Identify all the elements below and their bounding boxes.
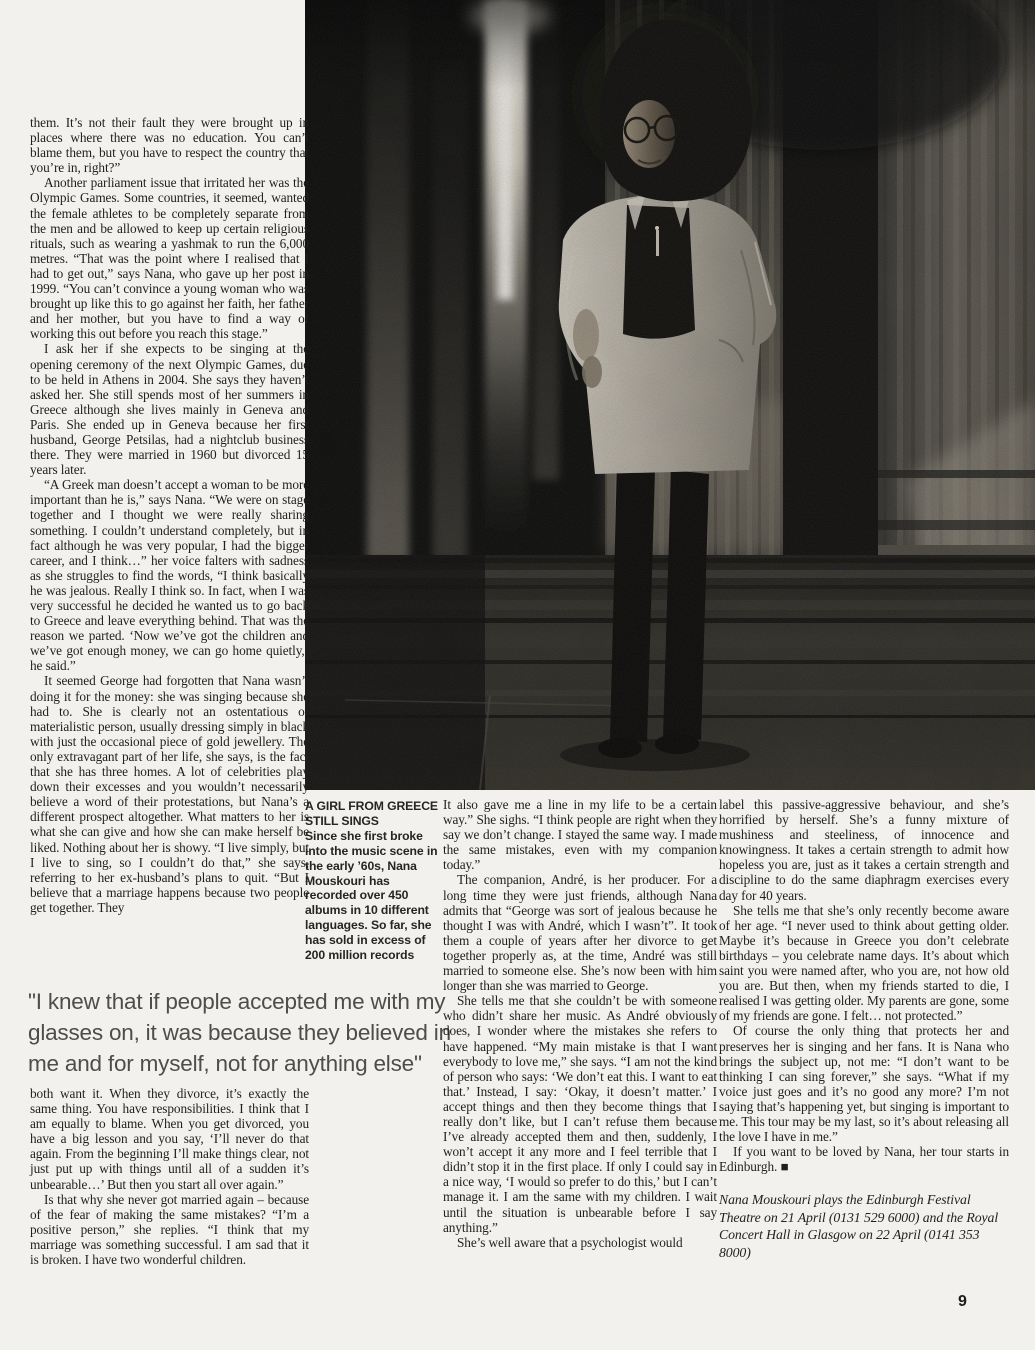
article-paragraph: Is that why she never got married again – because of the fear of making the same mistakes? “I’m a positive person,” she replies. “I think that my marriage was something successful. I am sad that it is broken. I have two wonderful children. — [30, 1191, 309, 1268]
article-paragraph: It also gave me a line in my life to be a certain way.” She sighs. “I think people are right when they say we don’t change. I stayed the same way. I made the same mistakes, even with my companion today.” — [443, 797, 717, 873]
article-paragraph: The companion, André, is her producer. For a long time they were just friends, although Nana admits that “George was sort of jealous because he thought I was with André, which I wasn’t”. It took them a couple of years after her divorce to get together properly as, at the time, André was still married to someone else. She’s now been with him longer than she was married to George. — [443, 872, 717, 994]
photo-illustration — [305, 0, 1035, 790]
article-column-2 — [443, 797, 717, 1250]
article-paragraph: label this passive-aggressive behaviour, and she’s horrified by herself. She’s a funny mixture of mushiness and steeliness, of innocence and knowingness. It takes a certain strength to admit how hopeless you are, just as it takes a certain strength and discipline to do the same diaphragm exercises every day for 40 years. — [719, 797, 1009, 903]
article-column-3-paragraphs — [719, 797, 1009, 1174]
article-paragraph: both want it. When they divorce, it’s exactly the same thing. You have responsibilities. I think that I am equally to blame. When you get divorced, you have a big lesson and you say, ‘I’ll never do that again. From the beginning I’ll make things clear, not just put up with things until all of a sudden it’s unbearable…’ But then you start all over again.” — [30, 1086, 309, 1192]
nana-mouskouri-photo — [305, 0, 1035, 790]
pull-quote: "I knew that if people accepted me with my glasses on, it was because they believed in me and for myself, not for anything else" — [28, 989, 451, 1076]
article-paragraph: I ask her if she expects to be singing at the opening ceremony of the next Olympic Games, due to be held in Athens in 2004. She says they haven’t asked her. She still spends most of her summers in Greece although she lives mainly in Geneva and Paris. She ended up in Geneva because her first husband, George Petsilas, had a nightclub business there. They were married in 1960 but divorced 15 years later. — [30, 341, 309, 478]
article-column-1-top — [30, 115, 309, 915]
photo-caption-body: Since she first broke into the music scene in the early ’60s, Nana Mouskouri has recorded over 450 albums in 10 different languages. So far, she has sold in excess of 200 million records — [305, 828, 438, 963]
article-paragraph: Another parliament issue that irritated her was the Olympic Games. Some countries, it seemed, wanted the female athletes to be completely separate from the men and be allowed to keep up certain religious rituals, such as wearing a yashmak to run the 6,000 metres. “That was the point where I realised that I had to get out,” says Nana, who gave up her post in 1999. “You can’t convince a young woman who was brought up like this to go against her faith, her father and her mother, but you have to find a way of working this out before you reach this stage.” — [30, 175, 309, 342]
article-paragraph: She tells me that she’s only recently become aware of her age. “I never used to think about getting older. Maybe it’s because in Greece you don’t celebrate birthdays – you celebrate name days. It’s about which saint you were named after, who you are, not how old you are. But then, when my friends started to die, I realised I was getting older. My parents are gone, some of my friends are gone. I felt… not protected.” — [719, 902, 1009, 1024]
tour-credit: Nana Mouskouri plays the Edinburgh Festival Theatre on 21 April (0131 529 6000) and the Royal Concert Hall in Glasgow on 22 April (0141 353 8000) — [719, 1192, 999, 1260]
article-paragraph: She’s well aware that a psychologist would — [457, 1234, 683, 1250]
article-column-1-bottom — [30, 1086, 309, 1267]
article-paragraph: them. It’s not their fault they were brought up in places where there was no education. You can’t blame them, but you have to respect the country that you’re in, right?” — [30, 115, 309, 176]
article-paragraph: If you want to be loved by Nana, her tour starts in Edinburgh. ■ — [719, 1144, 1009, 1175]
page-number: 9 — [958, 1293, 967, 1310]
photo-caption — [305, 799, 442, 963]
photo-caption-title: A GIRL FROM GREECE STILL SINGS — [305, 799, 438, 828]
article-paragraph: “A Greek man doesn’t accept a woman to be more important than he is,” says Nana. “We were on stage together and I thought we were really sharing something. I couldn’t understand completely, but in fact although he was very popular, I had the bigger career, and I think…” her voice falters with sadness as she struggles to find the words, “I think basically he was jealous. Really I think so. In fact, when I was very successful he decided he wanted us to go back to Greece and leave everything behind. That was the reason we parted. ‘Now we’ve got the children and we’ve got enough money, we can go home quietly,’ he said.” — [30, 477, 309, 674]
article-paragraph: She tells me that she couldn’t be with someone who didn’t share her music. As André obviously does, I wonder where the mistakes she refers to have happened. “My main mistake is that I want everybody to love me,” she says. “I am not the kind of person who says: ‘We don’t eat this. I want to eat that.’ Instead, I say: ‘Okay, it doesn’t matter.’ I accept things and then they become things that I really don’t like, but I can’t refuse them because I’ve already accepted them and then, suddenly, I won’t accept it any more and I feel terrible that I didn’t stop it in the first place. If only I could say in a nice way, ‘I would so prefer to do this,’ but I can’t manage it. I am the same with my children. I wait until the situation is unbearable before I say anything.” — [443, 993, 717, 1235]
article-column-3 — [719, 797, 1009, 1261]
article-paragraph: It seemed George had forgotten that Nana wasn’t doing it for the money: she was singing because she had to. She is clearly not an ostentatious or materialistic person, usually dressing simply in black with just the occasional piece of gold jewellery. The only extravagant part of her life, she says, is the fact that she has three homes. A lot of celebrities play down their excesses and you wouldn’t necessarily believe a word of their protestations, but Nana’s a different prospect altogether. What matters to her is what she can give and how she can make herself be liked. Nothing about her is showy. “I live simply, but I live to sing, so I couldn’t do that,” she says, referring to her ex-husband’s plans to quit. “But I believe that a marriage happens because two people get together. They — [30, 673, 309, 915]
article-paragraph: Of course the only thing that protects her and preserves her is singing and her fans. It is Nana who brings the subject up, not me: “I don’t want to be thinking I can sing forever,” she says. “What if my voice just goes and it’s no good any more? I’m not saying that’s happening yet, but singing is important to me. This tour may be my last, so it’s about releasing all the love I have in me.” — [719, 1023, 1009, 1145]
